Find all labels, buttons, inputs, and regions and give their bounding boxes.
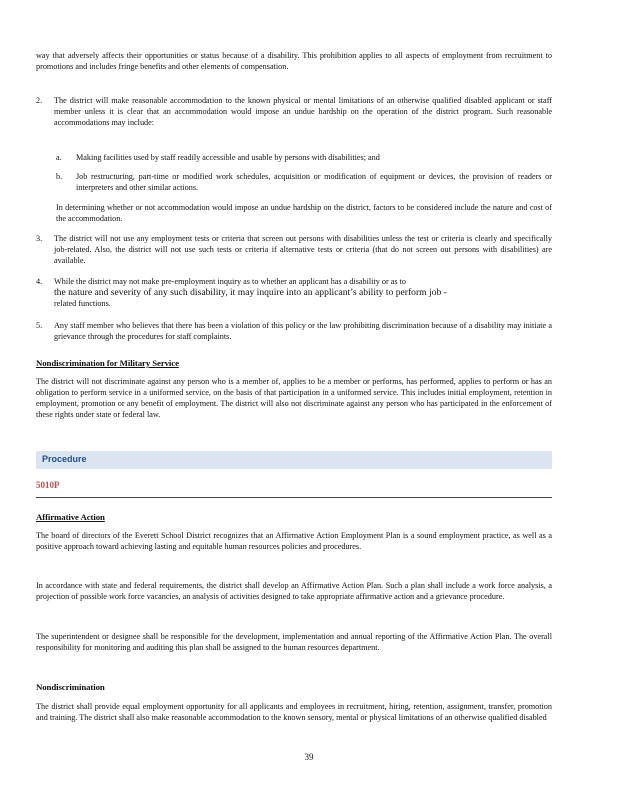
affirmative-paragraph-3: The superintendent or designee shall be responsible for the development, implementation and annual reporting of the Affirmative Action Plan. The overall responsibility for monitoring and auditing this plan shall be assigned to the human resources department.	[36, 632, 552, 652]
sub-item-text: Job restructuring, part-time or modified work schedules, acquisition or modification of equipment or devices, the provision of readers or interpreters and other similar actions.	[76, 172, 552, 192]
item-1-continuation: way that adversely affects their opportunities or status because of a disability. This prohibition applies to all aspects of employment from recruitment to promotions and includes fringe benefits and other elements of compensation.	[36, 51, 552, 71]
list-number: 5.	[36, 321, 43, 330]
list-item-2	[36, 95, 552, 145]
list-number: 2.	[36, 96, 43, 105]
list-item-4	[36, 276, 552, 312]
list-item-text-line: the nature and severity of any such disability, it may inquire into an applicant’s ability to perform job -	[54, 287, 447, 298]
list-item-5	[36, 320, 552, 344]
list-item-text: Any staff member who believes that there has been a violation of this policy or the law prohibiting discrimination because of a disability may initiate a grievance through the procedures for staff complaints.	[54, 321, 552, 341]
sub-item-a	[56, 152, 552, 164]
list-item-text-line: While the district may not make pre-employment inquiry as to whether an applicant has a disability or as to	[54, 277, 406, 286]
list-number: 3.	[36, 234, 43, 243]
list-item-text-line: related functions.	[54, 299, 111, 308]
list-item-text	[54, 276, 552, 309]
affirmative-paragraph-1: The board of directors of the Everett School District recognizes that an Affirmative Action Employment Plan is a sound employment practice, as well as a positive approach toward achieving lasting and equitable human resources policies and procedures.	[36, 531, 552, 551]
procedure-banner	[36, 451, 552, 469]
list-number: 4.	[36, 277, 43, 286]
list-item-3	[36, 233, 552, 267]
nondiscrimination-paragraph: The district shall provide equal employment opportunity for all applicants and employees in recruitment, hiring, retention, assignment, transfer, promotion and training. The district shall also make reasonable accommodation to the known sensory, mental or physical limitations of an otherwise qualified disabled	[36, 702, 552, 722]
sub-item-letter: a.	[56, 153, 62, 162]
list-item-text: The district will make reasonable accommodation to the known physical or mental limitations of an otherwise qualified disabled applicant or staff member unless it is clear that an accommodation would impose an undue hardship on the operation of the district program. Such reasonable accommodations may include:	[54, 96, 552, 127]
affirmative-action-heading: Affirmative Action	[36, 512, 105, 522]
list-item-text: The district will not use any employment tests or criteria that screen out persons with disabilities unless the test or criteria is clearly and specifically job-related. Also, the district will not use such tests or criteria if alternative tests or criteria (that do not screen out persons with disabilities) are available.	[54, 234, 552, 265]
procedure-label: Procedure	[42, 454, 87, 464]
military-service-paragraph: The district will not discriminate against any person who is a member of, applies to be a member or performs, has performed, applies to perform or has an obligation to perform service in a uniformed service, on the basis of that participation in a uniformed service. This includes initial employment, retention in employment, promotion or any benefit of employment. The district will also not discriminate against any person who has participated in the enforcement of these rights under state or federal law.	[36, 377, 552, 419]
affirmative-paragraph-2: In accordance with state and federal requirements, the district shall develop an Affirmative Action Plan. Such a plan shall include a work force analysis, a projection of possible work force vacancies, an analysis of activities designed to take appropriate affirmative action and a grievance procedure.	[36, 581, 552, 601]
sub-item-text: Making facilities used by staff readily accessible and usable by persons with disabilities; and	[76, 153, 380, 162]
procedure-code: 5010P	[36, 480, 60, 490]
sub-item-letter: b.	[56, 172, 63, 181]
determination-paragraph: In determining whether or not accommodation would impose an undue hardship on the district, factors to be considered include the nature and cost of the accommodation.	[56, 203, 552, 223]
sub-item-b	[56, 171, 552, 195]
nondiscrimination-heading: Nondiscrimination	[36, 682, 105, 692]
military-service-heading: Nondiscrimination for Military Service	[36, 358, 179, 368]
divider	[36, 497, 552, 498]
page-number: 39	[304, 752, 314, 762]
